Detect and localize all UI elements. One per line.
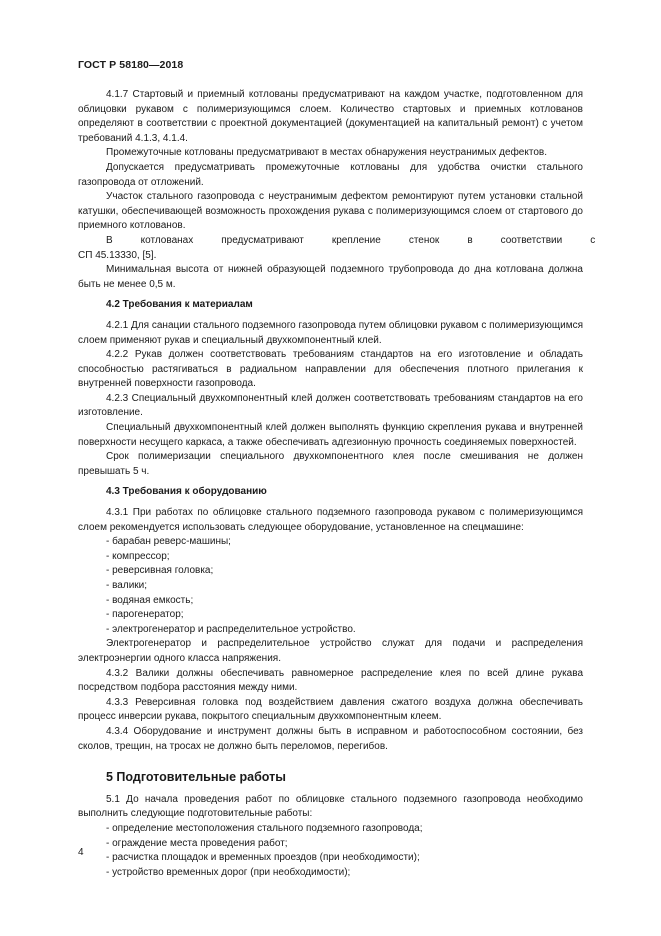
word: в: [467, 234, 473, 246]
section-heading-4-3: 4.3 Требования к оборудованию: [106, 486, 267, 498]
word: стенок: [408, 234, 440, 246]
list-item: - электрогенератор и распределительное устройство.: [106, 623, 356, 635]
paragraph-4-2-2: 4.2.2 Рукав должен соответствовать требованиям стандартов на его изготовление и обладать способностью растягиваться в радиальном направлении для обеспечения плотного прилегания к внутренней поверхности газопровода.: [78, 349, 583, 390]
list-item: - водяная емкость;: [106, 594, 194, 606]
list-item: - расчистка площадок и временных проездов (при необходимости);: [106, 852, 420, 864]
word: с: [590, 234, 596, 246]
list-item: - парогенератор;: [106, 609, 184, 621]
paragraph: Промежуточные котлованы предусматривают в местах обнаружения неустранимых дефектов.: [106, 147, 547, 159]
paragraph-4-3-1: 4.3.1 При работах по облицовке стального подземного газопровода рукавом с полимеризующимся слоем рекомендуется использовать следующее оборудование, установленное на спецмашине:: [78, 507, 583, 533]
list-item: - ограждение места проведения работ;: [106, 837, 288, 849]
list-item: - определение местоположения стального подземного газопровода;: [106, 822, 423, 834]
word: соответствии: [500, 234, 563, 246]
justified-line: [78, 234, 596, 249]
word: В: [106, 234, 113, 246]
paragraph-4-1-7: 4.1.7 Стартовый и приемный котлованы предусматривают на каждом участке, подготовленном для облицовки рукавом с полимеризующимся слоем. Количество стартовых и приемных котлованов определяют в соответствии с проектной документацией (документацией на капитальный ремонт) с учетом требований 4.1.3, 4.1.4.: [78, 89, 583, 144]
list-item: - реверсивная головка;: [106, 565, 214, 577]
document-code-header: ГОСТ Р 58180—2018: [78, 59, 184, 71]
word: предусматривают: [221, 234, 304, 246]
paragraph: Допускается предусматривать промежуточные котлованы для удобства очистки стального газопровода от отложений.: [78, 161, 583, 188]
paragraph: Специальный двухкомпонентный клей должен выполнять функцию скрепления рукава и внутренней поверхности несущего каркаса, а также обеспечивать адгезионную прочность соединяемых поверхностей.: [78, 422, 583, 448]
list-item: - барабан реверс-машины;: [106, 536, 231, 548]
list-item: - устройство временных дорог (при необходимости);: [106, 866, 351, 878]
paragraph: Электрогенератор и распределительное устройство служат для подачи и распределения электроэнергии одного класса напряжения.: [78, 638, 583, 664]
paragraph-4-2-3: 4.2.3 Специальный двухкомпонентный клей должен соответствовать требованиям стандартов на его изготовление.: [78, 392, 583, 419]
paragraph-4-3-2: 4.3.2 Валики должны обеспечивать равномерное распределение клея по всей длине рукава посредством подбора расстояния между ними.: [78, 667, 583, 694]
list-item: - компрессор;: [106, 550, 170, 562]
paragraph-4-3-3: 4.3.3 Реверсивная головка под воздействием давления сжатого воздуха должна обеспечивать процесс инверсии рукава, покрытого специальным двухкомпонентным клеем.: [78, 696, 583, 723]
paragraph-4-3-4: 4.3.4 Оборудование и инструмент должны быть в исправном и работоспособном состоянии, без сколов, трещин, на тросах не должно быть переломов, перегибов.: [78, 725, 583, 752]
paragraph-5-1: 5.1 До начала проведения работ по облицовке стального подземного газопровода необходимо выполнить следующие подготовительные работы:: [78, 793, 583, 820]
page-number: 4: [78, 847, 84, 858]
word: котлованах: [140, 234, 194, 246]
paragraph-4-2-1: 4.2.1 Для санации стального подземного газопровода путем облицовки рукавом с полимеризующимся слоем применяют рукав и специальный двухкомпонентный клей.: [78, 319, 583, 346]
paragraph: Минимальная высота от нижней образующей подземного трубопровода до дна котлована должна быть не менее 0,5 м.: [78, 264, 583, 290]
paragraph-continuation: СП 45.13330, [5].: [78, 249, 157, 261]
list-item: - валики;: [106, 580, 148, 591]
section-heading-4-2: 4.2 Требования к материалам: [106, 299, 253, 311]
page-body: [78, 88, 596, 880]
paragraph: Срок полимеризации специального двухкомпонентного клея после смешивания не должен превышать 5 ч.: [78, 451, 583, 477]
word: крепление: [331, 234, 381, 246]
paragraph: Участок стального газопровода с неустранимым дефектом ремонтируют путем установки стальной катушки, обеспечивающей возможность прохождения рукава с полимеризующимся слоем от стартового до приемного котлованов.: [78, 191, 583, 232]
section-heading-5: 5 Подготовительные работы: [106, 770, 286, 785]
